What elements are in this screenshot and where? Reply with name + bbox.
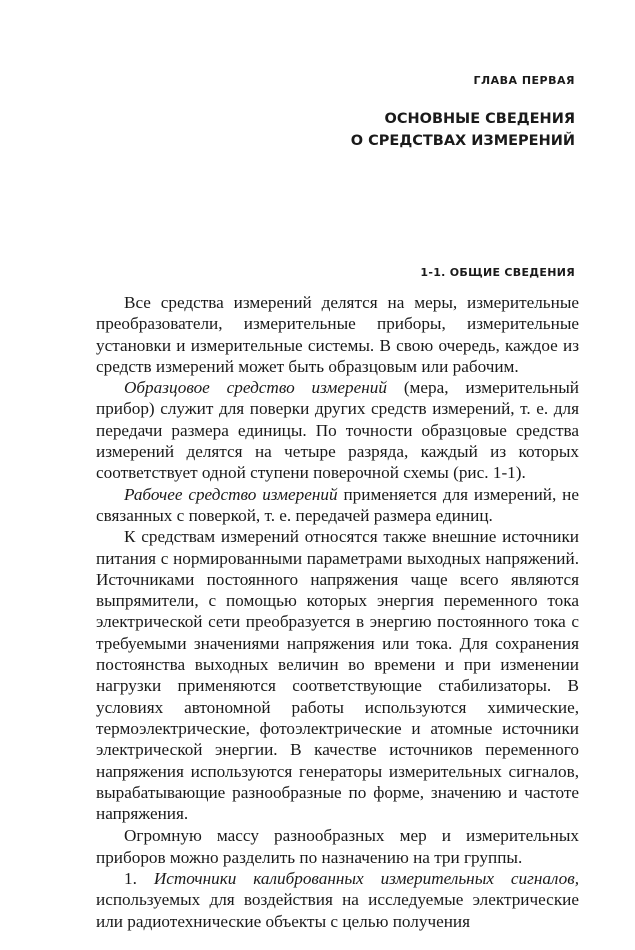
paragraph-6-text: используемых для воздействия на исследуемые электрические или радиотехнические объекты с целью получения [96,890,579,931]
paragraph-3 [96,484,579,527]
list-number: 1. [124,869,154,889]
section-title: 1-1. ОБЩИЕ СВЕДЕНИЯ [420,266,575,279]
chapter-title [351,108,575,152]
chapter-label: ГЛАВА ПЕРВАЯ [473,74,575,87]
term-reference-instrument: Образцовое средство измерений [124,378,387,398]
body-text [96,292,579,932]
paragraph-6 [96,868,579,932]
paragraph-5: Огромную массу разнообразных мер и измерительных приборов можно разделить по назначению на три группы. [96,826,579,867]
paragraph-3-text: применяется для измерений, не связанных с поверкой, т. е. передачей размера единиц. [96,484,579,525]
paragraph-4: К средствам измерений относятся также внешние источники питания с нормированными параметрами выходных напряжений. Источниками постоянного напряжения чаще всего являются выпрямители, с помощью которых энергия переменного тока электрической сети преобразуется в энергию постоянного тока с требуемыми значениями напряжения или тока. Для сохранения постоянства выходных величин во времени и при изменении нагрузки применяются соответствующие стабилизаторы. В условиях автономной работы используются химические, термоэлектрические, фотоэлектрические и атомные источники электрической энергии. В качестве источников переменного напряжения используются генераторы измерительных сигналов, вырабатывающие разнообразные по форме, значению и частоте напряжения. [96,527,579,824]
paragraph-2-text: (мера, измерительный прибор) служит для поверки других средств измерений, т. е. для передачи размера единицы. По точности образцовые средства измерений делятся на четыре разряда, каждый из которых соответствует одной ступени поверочной схемы (рис. 1-1). [96,378,579,483]
term-working-instrument: Рабочее средство измерений [124,484,338,504]
paragraph-1: Все средства измерений делятся на меры, измерительные преобразователи, измерительные приборы, измерительные установки и измерительные системы. В свою очередь, каждое из средств измерений может быть образцовым или рабочим. [96,293,579,376]
term-signal-sources: Источники калиброванных измерительных сигналов, [153,869,579,889]
chapter-title-line-2: О СРЕДСТВАХ ИЗМЕРЕНИЙ [350,133,575,149]
chapter-title-line-1: ОСНОВНЫЕ СВЕДЕНИЯ [384,111,575,127]
paragraph-2 [96,377,579,483]
